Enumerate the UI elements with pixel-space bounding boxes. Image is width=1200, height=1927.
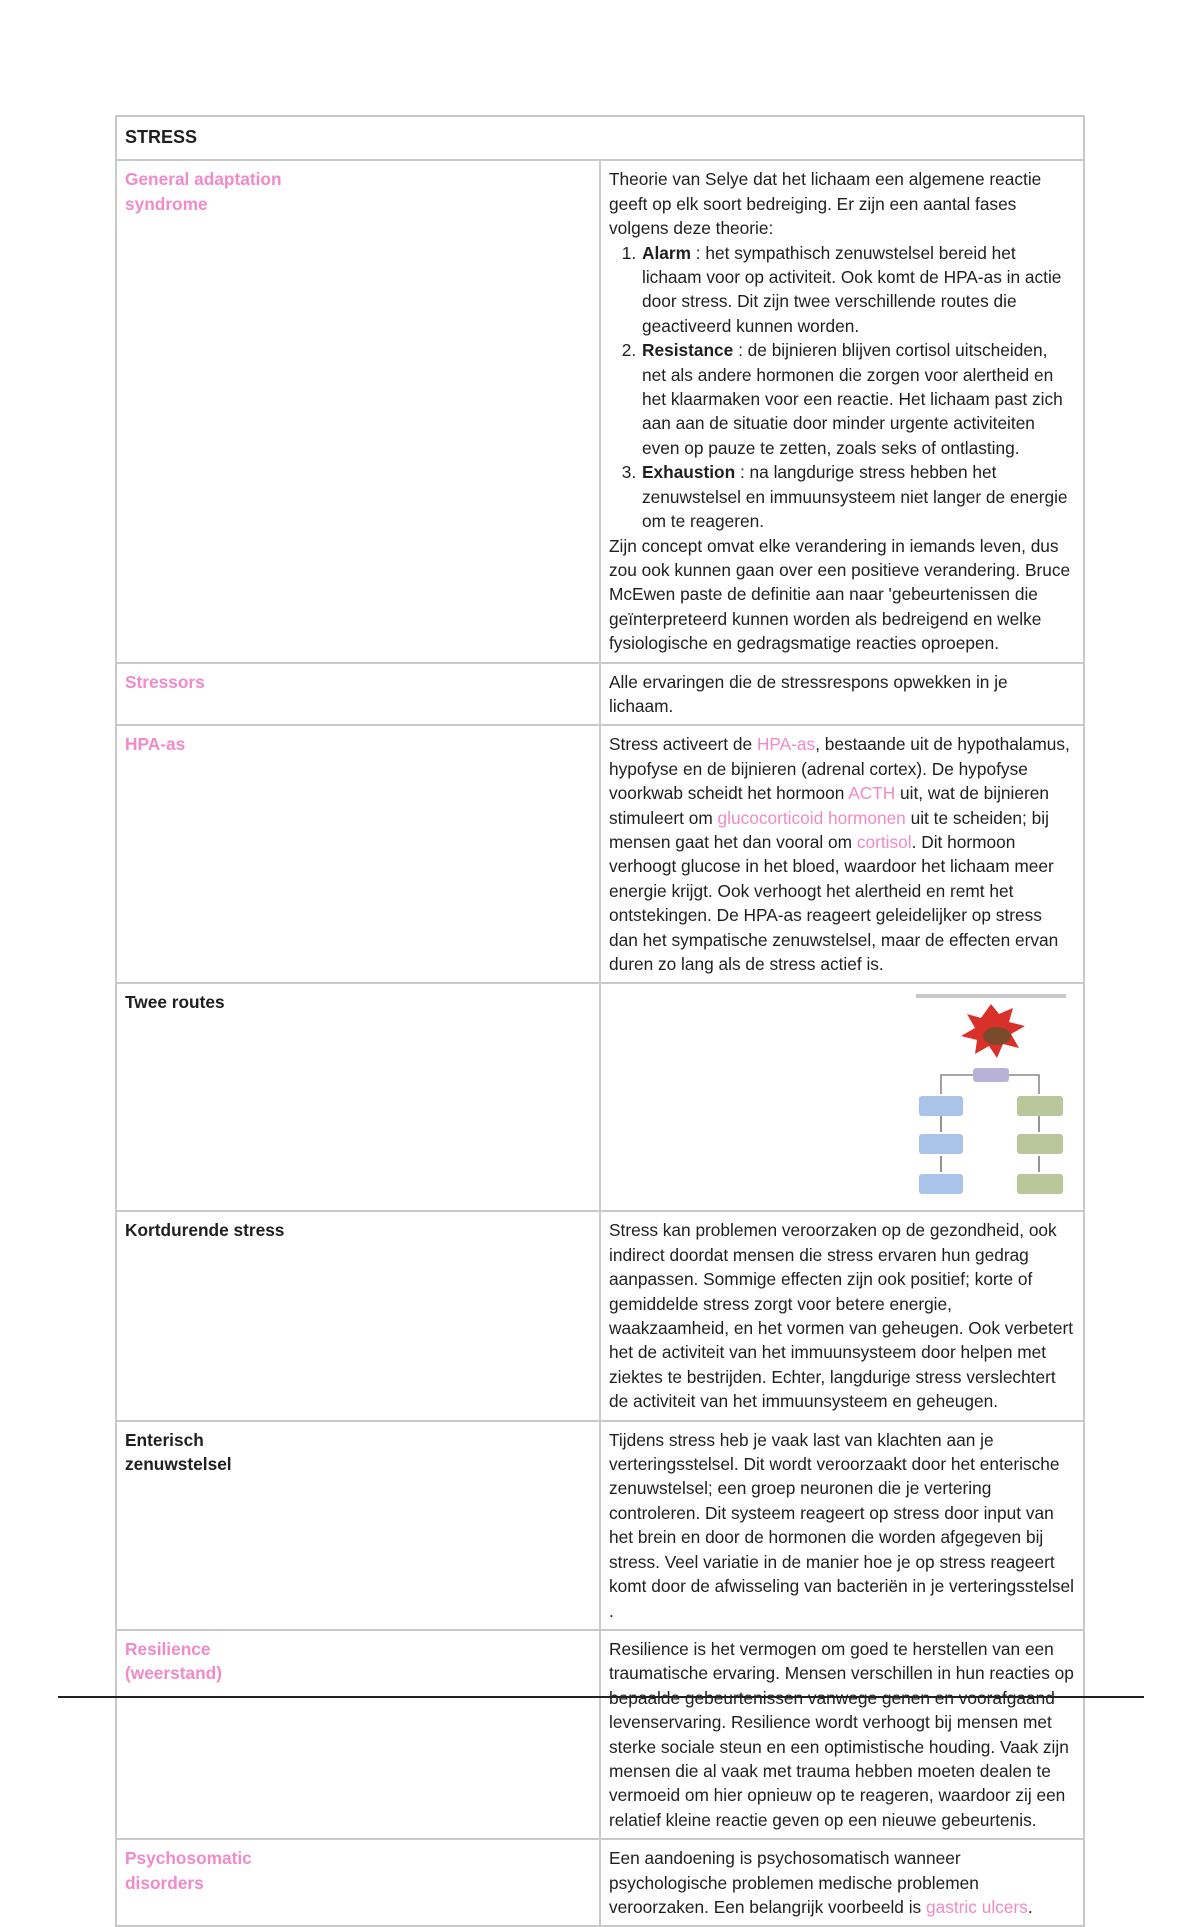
phase-name: Resistance	[642, 340, 734, 361]
row-resilience	[116, 1630, 1084, 1839]
definition-general-adaptation-syndrome	[600, 160, 1084, 662]
text: uit te scheiden; bij mensen gaat het dan vooral om	[609, 807, 1049, 852]
bear-figure	[983, 1027, 1011, 1045]
row-stressors	[116, 663, 1084, 726]
term-hpa-as: HPA-as	[116, 725, 600, 983]
gas-phase-alarm	[641, 241, 1075, 339]
term-line: Enterisch	[125, 1429, 204, 1450]
footer-rule	[58, 1696, 1144, 1698]
definition-stressors: Alle ervaringen die de stressrespons opwekken in je lichaam.	[600, 663, 1084, 726]
gas-phase-exhaustion	[641, 460, 1075, 533]
term-twee-routes: Twee routes	[116, 983, 600, 1211]
definition-enterisch-zenuwstelsel: Tijdens stress heb je vaak last van klachten aan je verteringsstelsel. Dit wordt veroorzaakt door het enterische zenuwstelsel; een groep neuronen die je vertering controleren. Dit systeem reageert op stress door input van het brein en door de hormonen die worden afgegeven bij stress. Veel variatie in de manier hoe je op stress reageert komt door de afwisseling van bacteriën in je verteringsstelsel .	[600, 1421, 1084, 1630]
table-title: STRESS	[116, 116, 1084, 160]
phase-name: Alarm	[642, 242, 691, 263]
definition-kortdurende-stress: Stress kan problemen veroorzaken op de gezondheid, ook indirect doordat mensen die stress ervaren hun gedrag aanpassen. Sommige effecten zijn ook positief; korte of gemiddelde stress zorgt voor betere energie, waakzaamheid, en het vormen van geheugen. Ook verbetert het de activiteit van het immuunsysteem door helpen met ziektes te bestrijden. Echter, langdurige stress verslechtert de activiteit van het immuunsysteem en geheugen.	[600, 1211, 1084, 1420]
left-box-2	[919, 1134, 963, 1154]
row-psychosomatic-disorders	[116, 1839, 1084, 1926]
gas-phase-resistance	[641, 338, 1075, 460]
left-box-1	[919, 1096, 963, 1116]
row-kortdurende-stress	[116, 1211, 1084, 1420]
right-box-3	[1017, 1174, 1063, 1194]
stress-table	[115, 115, 1085, 1927]
text: .	[1027, 1896, 1033, 1917]
row-twee-routes	[116, 983, 1084, 1211]
term-stressors: Stressors	[116, 663, 600, 726]
keyword-cortisol: cortisol	[856, 831, 912, 852]
row-general-adaptation-syndrome	[116, 160, 1084, 662]
definition-resilience: Resilience is het vermogen om goed te herstellen van een traumatische ervaring. Mensen verschillen in hun reacties op levenservaring. Resilience wordt verhoogt bij mensen met sterke sociale steun en een optimistische houding. Vaak zijn mensen die al vaak met trauma hebben moeten dealen te vermoeid om hier opnieuw op te reageren, waardoor zij een relatief kleine reactie geven op een nieuwe gebeurtenis.	[600, 1630, 1084, 1839]
term-line: Resilience	[125, 1638, 211, 1659]
term-enterisch-zenuwstelsel	[116, 1421, 600, 1630]
text: Stress activeert de	[609, 734, 757, 755]
term-kortdurende-stress: Kortdurende stress	[116, 1211, 600, 1420]
stress-sheet	[115, 115, 1085, 1927]
term-psychosomatic-disorders	[116, 1839, 600, 1926]
right-box-2	[1017, 1134, 1063, 1154]
text: . Dit hormoon verhoogt glucose in het bloed, waardoor het lichaam meer energie krijgt. Ook verhoogt het alertheid en remt het ontstekingen. De HPA-as reageert geleidelijker op stress dan het sympatische zenuwstelsel, maar de effecten ervan duren zo lang als de stress actief is.	[609, 831, 1059, 974]
phase-name: Exhaustion	[642, 462, 736, 483]
phase-text: : het sympathisch zenuwstelsel bereid het lichaam voor op activiteit. Ook komt de HPA-as in actie door stress. Dit zijn twee verschillende routes die geactiveerd kunnen worden.	[642, 242, 1062, 336]
definition-hpa-as	[600, 725, 1084, 983]
term-line: General adaptation	[125, 169, 282, 190]
phase-text: : de bijnieren blijven cortisol uitscheiden, net als andere hormonen die zorgen voor alertheid en het klaarmaken voor een reactie. Het lichaam past zich aan aan de situatie door minder urgente activiteiten even op pauze te zetten, zoals seks of ontlasting.	[642, 340, 1063, 458]
phase-text: : na langdurige stress hebben het zenuwstelsel en immuunsysteem niet langer de energie om te reageren.	[642, 462, 1068, 532]
gas-phase-list	[609, 241, 1075, 534]
term-line: Psychosomatic	[125, 1848, 252, 1869]
text: , bestaande uit de hypothalamus, hypofyse en de bijnieren (adrenal cortex). De hypofyse voorkwab scheidt het hormoon	[609, 734, 1070, 804]
keyword-hpa-as: HPA-as	[756, 734, 816, 755]
figure-caption-blur	[916, 994, 1066, 998]
text: uit, wat de bijnieren stimuleert om	[609, 783, 1049, 828]
term-line: disorders	[125, 1872, 204, 1893]
gas-intro: Theorie van Selye dat het lichaam een algemene reactie geeft op elk soort bedreiging. Er zijn een aantal fases volgens deze theorie:	[609, 169, 1042, 239]
row-hpa-as	[116, 725, 1084, 983]
term-line: (weerstand)	[125, 1663, 222, 1684]
term-general-adaptation-syndrome	[116, 160, 600, 662]
term-line: zenuwstelsel	[125, 1454, 232, 1475]
figure-cell-twee-routes	[600, 983, 1084, 1211]
title-row	[116, 116, 1084, 160]
right-box-1	[1017, 1096, 1063, 1116]
definition-psychosomatic-disorders	[600, 1839, 1084, 1926]
keyword-glucocorticoid: glucocorticoid hormonen	[717, 807, 906, 828]
gas-outro: Zijn concept omvat elke verandering in iemands leven, dus zou ook kunnen gaan over een positieve verandering. Bruce McEwen paste de definitie aan naar 'gebeurtenissen die geïnterpreteerd kunnen worden als bedreigend en welke fysiologische en gedragsmatige reacties oproepen.	[609, 535, 1071, 654]
stress-routes-diagram	[911, 992, 1071, 1207]
term-line: syndrome	[125, 193, 208, 214]
text: Een aandoening is psychosomatisch wanneer psychologische problemen medische problemen veroorzaken. Een belangrijk voorbeeld is	[609, 1848, 979, 1917]
stress-box	[973, 1068, 1009, 1082]
keyword-gastric-ulcers: gastric ulcers	[926, 1896, 1028, 1917]
row-enterisch-zenuwstelsel	[116, 1421, 1084, 1630]
left-box-3	[919, 1174, 963, 1194]
keyword-acth: ACTH	[848, 783, 896, 804]
term-resilience	[116, 1630, 600, 1839]
